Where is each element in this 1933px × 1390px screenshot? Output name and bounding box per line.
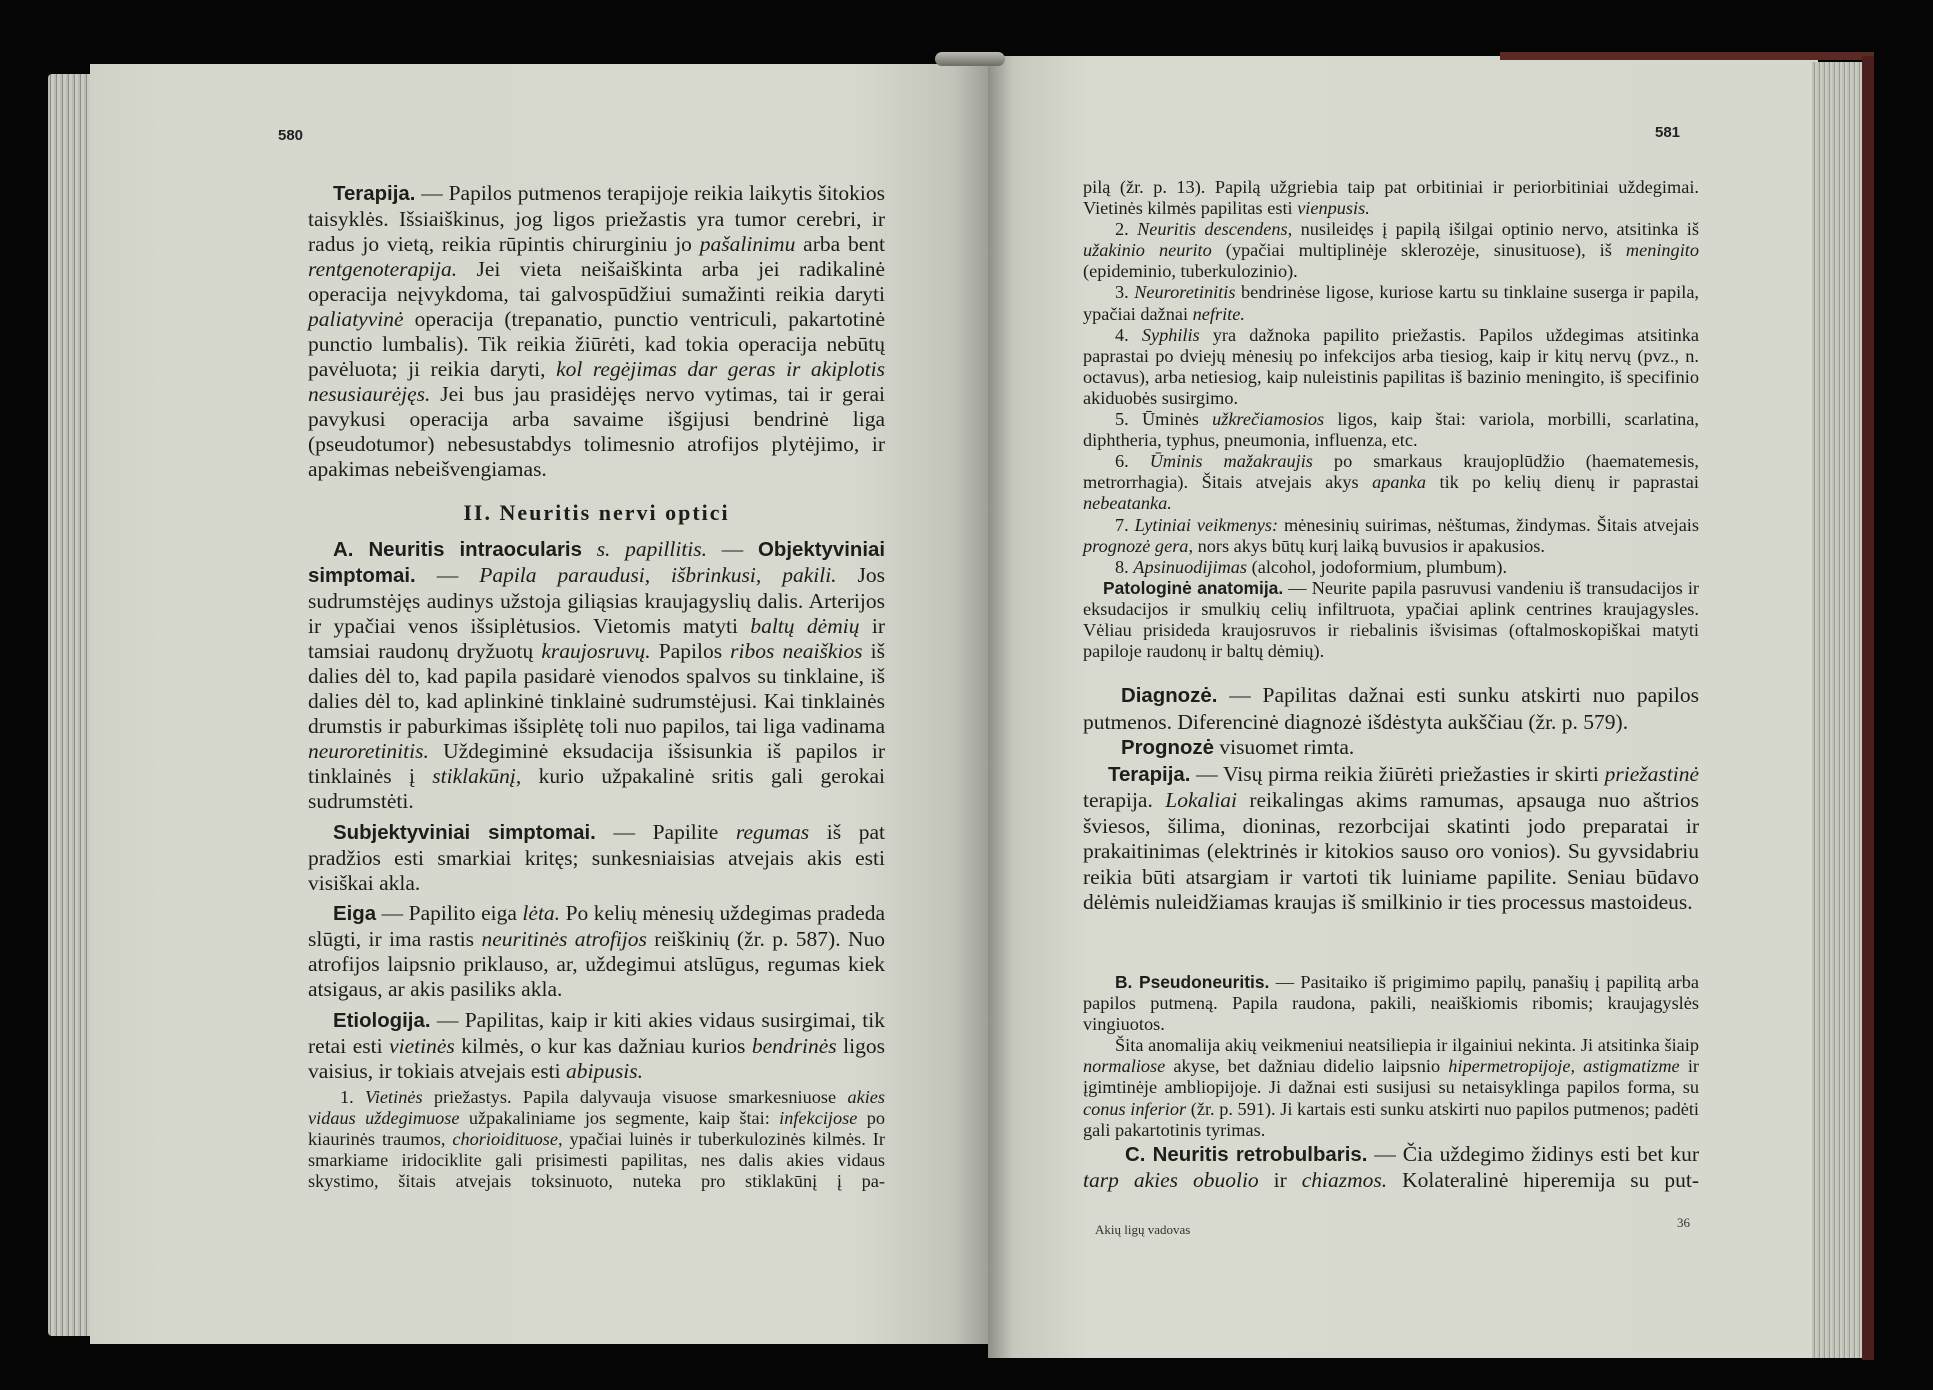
emphasis-text: užakinio neurito xyxy=(1083,240,1212,261)
body-text: Jei bus jau prasidėjęs nervo vytimas, tai ir gerai pavykusi operacija arba savaime išgijusi bendrinė liga (pseudotumor) nebesustabdys tolimesnio atrofijos plytėjimo, ir apakimas nebeišvengiamas. xyxy=(308,382,885,481)
emphasis-text: kraujosruvų. xyxy=(541,639,651,663)
run-in-heading: B. Pseudoneuritis. xyxy=(1115,972,1270,992)
emphasis-text: s. papillitis. xyxy=(596,537,708,561)
body-text: reiškinių (žr. p. 587). Nuo atrofijos laipsnio priklauso, ar, uždegimui atslūgus, regumas kiek atsigaus, ar akis pasiliks akla. xyxy=(308,927,886,1001)
list-item xyxy=(1083,325,1699,409)
causes-list xyxy=(1083,177,1699,662)
body-text: (ypačiai multiplinėje sklerozėje, sinusituose), iš xyxy=(1211,240,1626,261)
pseudoneuritis-section xyxy=(1083,972,1699,1141)
emphasis-text: neuritinės atrofijos xyxy=(481,927,647,951)
emphasis-text: abipusis. xyxy=(565,1059,644,1083)
body-text: ir xyxy=(1258,1168,1302,1192)
body-text: terapija. xyxy=(1083,788,1166,812)
emphasis-text: chiazmos. xyxy=(1301,1168,1388,1192)
emphasis-text: nefrite. xyxy=(1192,303,1245,324)
body-text: ypačiai luinės ir tuberkulozinės kilmės. Ir smarkiame iridociklite gali prisimesti papilitas, nes dalis akies vidaus skystimo, šitais atvejais toksinuoto, nuteka pro stiklakūnį į pa- xyxy=(308,1129,885,1192)
list-item xyxy=(1083,282,1699,324)
paragraph-subjective-symptoms xyxy=(308,820,885,896)
list-item xyxy=(1083,177,1699,219)
body-text: — Papilitas, kaip ir kiti akies vidaus susirgimai, tik retai esti xyxy=(308,1008,885,1058)
body-text: tik po kelių dienų ir paprastai xyxy=(1425,472,1699,493)
emphasis-text: prognozė gera, xyxy=(1083,535,1194,556)
emphasis-text: paliatyvinė xyxy=(308,307,404,331)
body-text: Uždegiminė eksudacija išsisunkia iš papilos ir tinklainės į xyxy=(308,739,885,788)
list-item xyxy=(1083,219,1699,282)
body-text: užpakaliniame jos segmente, kaip štai: xyxy=(459,1108,780,1129)
list-item xyxy=(1083,409,1699,451)
emphasis-text: Vietinės xyxy=(365,1087,423,1107)
emphasis-text: priežastinė xyxy=(1604,761,1699,786)
run-in-heading: Patologinė anatomija. xyxy=(1103,577,1284,598)
body-text: — Papilos putmenos terapijoje reikia laikytis šitokios taisyklės. Išsiaiškinus, jog ligos priežastis yra tumor cerebri, ir radus jo vietą, reikia rūpintis chirurginiu jo xyxy=(308,181,885,256)
emphasis-text: normaliose xyxy=(1083,1056,1166,1077)
body-text: Po kelių mėnesių uždegimas pradeda slūgti, ir ima rastis xyxy=(308,901,886,951)
body-text: nusileidęs į papilą išilgai optinio nervo, atsitinka iš xyxy=(1292,219,1699,240)
emphasis-text: bendrinės xyxy=(751,1034,837,1058)
emphasis-text: Lokaliai xyxy=(1165,788,1237,812)
body-text: iš dalies dėl to, kad papila pasidarė vienodos spalvos su tinklaine, iš dalies dėl to, kad aplinkinė tinklainė sudrumstėjusi. Kai tinklainės drumstis ir paburkimas išsiplėtę toli nuo papilos, tai liga vadinama xyxy=(308,639,885,738)
body-text: Papilos xyxy=(650,639,731,663)
page-number-right: 581 xyxy=(1655,124,1681,141)
body-text: iš pat pradžios esti smarkiai kritęs; sunkesniaisias atvejais akis esti visiškai akla. xyxy=(308,820,885,895)
body-text: arba bent xyxy=(795,232,885,256)
body-text: 6. xyxy=(1115,451,1150,472)
body-text: kurio užpakalinė sritis gali gerokai sudrumstėti. xyxy=(308,764,885,813)
emphasis-text: Apsinuodijimas xyxy=(1133,556,1248,577)
body-text: — xyxy=(707,537,758,561)
emphasis-text: rentgenoterapija. xyxy=(308,257,458,281)
run-in-heading: Prognozė xyxy=(1121,737,1214,759)
body-text: akyse, bet dažniau didelio laipsnio xyxy=(1165,1056,1449,1077)
body-text: po kiaurinės traumos, xyxy=(308,1108,885,1150)
paragraph-terapija xyxy=(308,181,885,482)
emphasis-text: meningito xyxy=(1625,240,1699,261)
emphasis-text: nebeatanka. xyxy=(1083,493,1172,514)
run-in-heading: Terapija. xyxy=(333,183,416,205)
paragraph-anomalija xyxy=(1083,1035,1699,1140)
emphasis-text: infekcijose xyxy=(779,1108,858,1129)
emphasis-text: pašalinimu xyxy=(699,232,796,256)
emphasis-text: lėta. xyxy=(522,901,561,925)
body-text: — Papilito eiga xyxy=(376,901,523,925)
body-text: Šita anomalija akių veikmeniui neatsiliepia ir ilgainiui nekinta. Ji atsitinka šiaip xyxy=(1115,1035,1699,1056)
body-text: nors akys būtų kurį laiką buvusios ir apakusios. xyxy=(1193,535,1545,556)
emphasis-text: tarp akies obuolio xyxy=(1083,1168,1259,1192)
paragraph-retrobulbaris xyxy=(1083,1142,1699,1193)
emphasis-text: Ūminis mažakraujis xyxy=(1149,451,1313,472)
paragraph-terapija-right xyxy=(1083,762,1699,916)
run-in-heading: Subjektyviniai simptomai. xyxy=(333,822,596,844)
body-text: 3. xyxy=(1115,282,1135,303)
paragraph-etiologija xyxy=(308,1008,885,1084)
body-text: (epideminio, tuberkulozinio). xyxy=(1083,261,1298,282)
body-text: ir tamsiai raudonų dryžuotų xyxy=(308,614,885,663)
emphasis-text: ribos neaiškios xyxy=(730,639,863,663)
paragraph-neuritis-intraocularis xyxy=(308,537,885,814)
emphasis-text: stiklakūnį, xyxy=(432,764,522,788)
body-text: Jei vieta neišaiškinta arba jei radikalinė operacija neįvykdoma, tai galvospūdžiui sumažinti reikia daryti xyxy=(308,257,885,306)
signature-mark: 36 xyxy=(1677,1215,1690,1230)
body-text: 5. Ūminės xyxy=(1115,409,1213,430)
paragraph-diagnoze xyxy=(1083,683,1699,735)
run-in-heading: Etiologija. xyxy=(333,1010,431,1032)
body-text: Jos sudrumstėjęs audinys užstoja giliąsias kraujagyslių dalis. Arterijos ir ypačiai venos išsiplėtusios. Vietomis matyti xyxy=(308,563,886,638)
body-text: — Papilite xyxy=(595,820,736,844)
paragraph-local-causes xyxy=(308,1087,885,1192)
body-text: 2. xyxy=(1115,219,1138,240)
right-page-edges xyxy=(1812,62,1864,1358)
body-text: — xyxy=(415,563,480,587)
paragraph-pathology xyxy=(1083,578,1699,662)
diagnosis-section xyxy=(1083,683,1699,916)
emphasis-text: Lytiniai veikmenys: xyxy=(1134,514,1279,535)
paragraph-pseudoneuritis xyxy=(1083,972,1699,1035)
body-text: ir įgimtinėje ambliopijoje. Ji dažnai esti susijusi su netaisyklinga papilos forma, su xyxy=(1083,1056,1699,1098)
emphasis-text: akies vidaus uždegimuose xyxy=(308,1087,886,1129)
run-in-heading: Diagnozė. xyxy=(1121,685,1218,707)
book-cover-edge xyxy=(1500,52,1874,60)
body-text: — Papilitas dažnai esti sunku atskirti nuo papilos putmenos. Diferencinė diagnozė išdėstyta aukščiau (žr. p. 579). xyxy=(1083,683,1699,734)
emphasis-text: vienpusis. xyxy=(1297,198,1370,219)
emphasis-text: Neuritis descendens, xyxy=(1137,219,1293,240)
book-cover xyxy=(1862,56,1874,1360)
body-text: — Pasitaiko iš prigimimo papilų, panašių į papilitą arba papilos putmeną. Papila raudona, pakili, neaiškiomis ribomis; kraujagyslės vingiuotos. xyxy=(1083,972,1699,1035)
body-text: ligos, kaip štai: variola, morbilli, scarlatina, diphtheria, typhus, pneumonia, influenza, etc. xyxy=(1083,409,1699,451)
body-text: ligos vaisius, ir tokiais atvejais esti xyxy=(308,1034,885,1083)
body-text: visuomet rimta. xyxy=(1213,735,1355,759)
list-item xyxy=(1083,451,1699,514)
page-number-left: 580 xyxy=(278,127,304,144)
emphasis-text: vietinės xyxy=(389,1034,455,1058)
run-in-heading: Eiga xyxy=(333,903,377,925)
emphasis-text: Papila paraudusi, išbrinkusi, pakili. xyxy=(479,563,837,587)
body-text: 8. xyxy=(1115,556,1134,577)
run-in-heading: Objektyviniai simptomai. xyxy=(308,539,886,587)
list-item xyxy=(1083,557,1699,578)
emphasis-text: hipermetropijoje, astigmatizme xyxy=(1448,1056,1680,1077)
body-text: (alcohol, jodoformium, plumbum). xyxy=(1247,556,1508,577)
body-text: bendrinėse ligose, kuriose kartu su tinklaine suserga ir papila, ypačiai dažnai xyxy=(1083,282,1700,324)
emphasis-text: užkrečiamosios xyxy=(1212,409,1325,430)
body-text: — Čia uždegimo židinys esti bet kur xyxy=(1367,1142,1699,1166)
body-text: Kolateralinė hiperemija su put- xyxy=(1387,1168,1700,1192)
emphasis-text: neuroretinitis. xyxy=(308,739,429,763)
body-text: yra dažnoka papilito priežastis. Papilos uždegimas atsitinka paprastai po dviejų mėnesių po infekcijos arba tiesiog, kaip ir kitų nervų (pvz., n. octavus), arba netiesiog, kaip nuleistinis papilitas iš bazinio meningito, iš specifinio akiduobės susirgimo. xyxy=(1083,324,1700,408)
binding-thread xyxy=(935,52,1005,66)
body-text: 1. xyxy=(340,1087,366,1107)
list-item xyxy=(1083,515,1699,557)
body-text: kilmės, o kur kas dažniau kurios xyxy=(454,1034,752,1058)
emphasis-text: baltų dėmių xyxy=(750,614,860,638)
body-text: operacija (trepanatio, punctio ventriculi, pakartotinė punctio lumbalis). Tik reikia žiūrėti, kad tokia operacija nebūtų pavėluota; ji reikia daryti, xyxy=(308,307,885,381)
paragraph-eiga xyxy=(308,901,885,1002)
emphasis-text: chorioidituose, xyxy=(452,1129,563,1150)
body-text: mėnesinių suirimas, nėštumas, žindymas. Šitais atvejais xyxy=(1278,514,1699,535)
body-text: reikalingas akims ramumas, apsauga nuo aštrios šviesos, šilima, dioninas, rezorbcijai skatinti jodo preparatai ir prakaitinimas (elektrinės ir kitokios sauso oro vonios). Su gyvsidabriu reikia būti atsargiam ir vartoti tik luiniame papilite. Seniau būdavo dėlėmis nuleidžiamas kraujas iš smilkinio ir ties processus mastoideus. xyxy=(1083,788,1699,914)
body-text: (žr. p. 591). Ji kartais esti sunku atskirti nuo papilos putmenos; padėti gali pakartotinis tyrimas. xyxy=(1083,1098,1700,1140)
section-heading: II. Neuritis nervi optici xyxy=(463,500,730,525)
body-text: po smarkaus kraujoplūdžio (haematemesis, metrorrhagia). Šitais atvejais akys xyxy=(1083,451,1699,493)
emphasis-text: Syphilis xyxy=(1141,324,1200,345)
run-in-heading: A. Neuritis intraocularis xyxy=(333,539,582,561)
body-text: 7. xyxy=(1115,514,1135,535)
emphasis-text: conus inferior xyxy=(1083,1098,1187,1119)
emphasis-text: Neuroretinitis xyxy=(1134,282,1236,303)
run-in-heading: C. Neuritis retrobulbaris. xyxy=(1125,1144,1368,1166)
paragraph-prognoze xyxy=(1083,735,1699,762)
body-text: 4. xyxy=(1115,324,1142,345)
emphasis-text: apanka xyxy=(1372,472,1426,493)
body-text xyxy=(582,537,597,561)
emphasis-text: kol regėjimas dar geras ir akiplotis nesusiaurėjęs. xyxy=(308,357,885,406)
body-text: — Visų pirma reikia žiūrėti priežasties ir skirti xyxy=(1190,761,1605,786)
run-in-heading: Terapija. xyxy=(1108,763,1191,786)
body-text: priežastys. Papila dalyvauja visuose smarkesniuose xyxy=(422,1087,848,1107)
body-text: — Neurite papila pasruvusi vandeniu iš transudacijos ir eksudacijos ir smulkių celių infiltruota, ypačiai aplink centrines kraujagysles. Vėliau prisideda kraujosruvos ir riebalinis išvisimas (oftalmoskopiškai matyti papiloje raudonų ir baltų dėmių). xyxy=(1083,577,1699,662)
body-text: pilą (žr. p. 13). Papilą užgriebia taip pat orbitiniai ir periorbitiniai uždegimai. Vietinės kilmės papilitas esti xyxy=(1083,177,1699,219)
footer-title: Akių ligų vadovas xyxy=(1095,1222,1191,1237)
emphasis-text: regumas xyxy=(735,820,810,844)
